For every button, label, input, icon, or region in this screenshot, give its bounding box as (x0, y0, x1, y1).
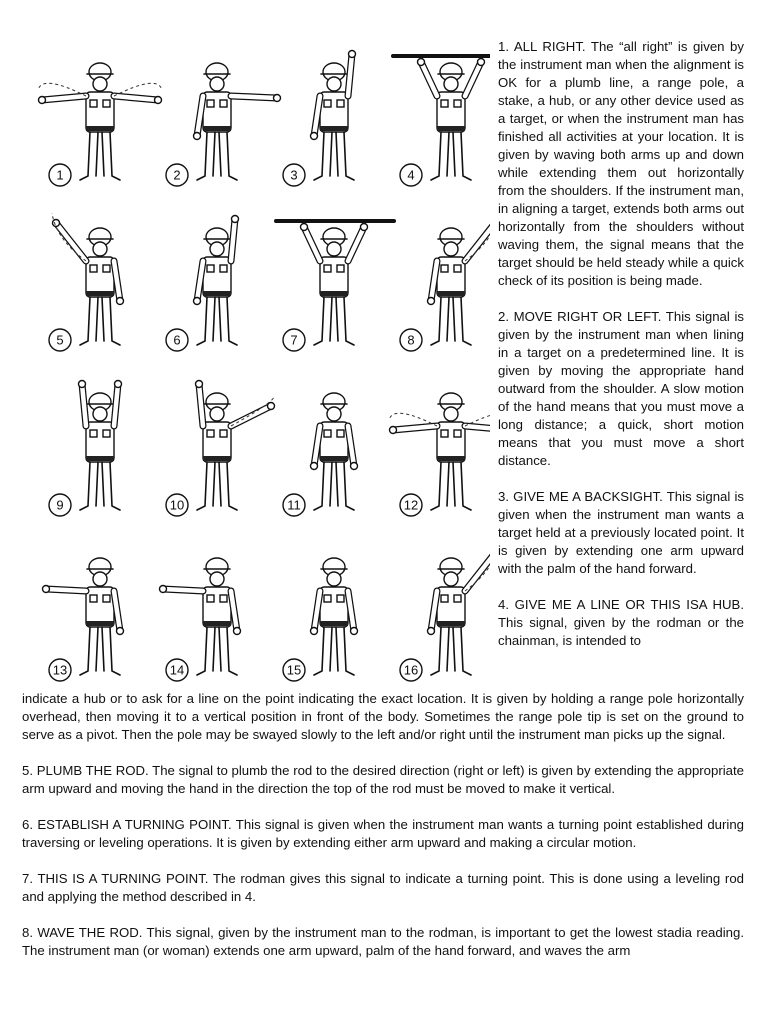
paragraph-move-right-or-left: 2. MOVE RIGHT OR LEFT. This signal is given by the instrument man when lining in a target on a predetermined line. It is given by moving the appropriate hand outward from the shoulder. A slow motion of the hand means that you must move a long distance; a quick, short motion means that you must move a short distance. (498, 309, 744, 468)
signal-figure-11 (283, 393, 358, 516)
paragraph-this-is-a-turning-point: 7. THIS IS A TURNING POINT. The rodman gives this signal to indicate a turning point. This is done using a leveling rod and applying the method described in 4. (22, 871, 744, 904)
panel-number: 6 (173, 332, 181, 348)
signal-figure-1 (38, 63, 162, 186)
signal-figure-15 (283, 558, 358, 681)
panel-number: 8 (407, 332, 415, 348)
panel-number: 5 (56, 332, 64, 348)
panel-number: 14 (169, 662, 185, 678)
paragraph-give-me-a-line-continued: indicate a hub or to ask for a line on the point indicating the exact location. It is given by holding a range pole horizontally overhead, then moving it to a vertical position in front of the body. Sometimes the range pole tip is set on the ground to serve as a pivot. Then the pole may be swayed slowly to the left and/or right until the instrument man picks up the signal. (22, 691, 744, 742)
signal-figure-9 (49, 381, 122, 517)
paragraph-wave-the-rod: 8. WAVE THE ROD. This signal, given by the instrument man to the rodman, is important to get the lowest stadia reading. The instrument man (or woman) extends one arm upward, palm of the hand forward, and waves the arm (22, 925, 744, 958)
panel-number: 9 (56, 497, 64, 513)
signal-figure-14 (160, 558, 241, 681)
paragraph-all-right: 1. ALL RIGHT. The “all right” is given by the instrument man when the alignment is OK for a plumb line, a range pole, a stake, a hub, or any other device used as a target, or when the instrument man has finished all activities at your location. It is given by waving both arms up and down while extending them out horizontally from the shoulders. If the instrument man, in aligning a target, extends both arms out horizontally from the shoulders without waving them, the signal means that the target should be held steady while a quick check of its position is being made. (498, 39, 744, 288)
signal-figure-13 (43, 558, 124, 681)
signal-figure-16 (400, 543, 490, 681)
panel-number: 10 (169, 497, 185, 513)
panel-number: 13 (52, 662, 68, 678)
paragraph-establish-turning-point: 6. ESTABLISH A TURNING POINT. This signal is given when the instrument man wants a turning point established during traversing or leveling operations. It is given by extending either arm upward and making a circular motion. (22, 817, 744, 850)
panel-number: 3 (290, 167, 298, 183)
panel-number: 1 (56, 167, 64, 183)
hand-signals-illustration (20, 30, 490, 690)
panel-number: 11 (287, 497, 301, 513)
panel-number: 15 (286, 662, 302, 678)
signal-figure-7 (276, 221, 394, 351)
panel-number: 16 (403, 662, 419, 678)
signal-figure-10 (166, 381, 275, 517)
paragraph-give-me-a-line: 4. GIVE ME A LINE OR THIS ISA HUB. This signal, given by the rodman or the chainman, is intended to (498, 597, 744, 648)
signal-figure-8 (400, 213, 490, 351)
panel-number: 7 (290, 332, 298, 348)
signal-figure-5 (49, 213, 124, 351)
signal-figure-12 (389, 393, 490, 516)
panel-number: 2 (173, 167, 181, 183)
signal-figure-6 (166, 216, 239, 352)
signal-figure-3 (283, 51, 356, 187)
signal-figure-4 (393, 56, 490, 186)
signal-figure-2 (166, 63, 281, 186)
panel-number: 12 (403, 497, 419, 513)
paragraph-give-me-a-backsight: 3. GIVE ME A BACKSIGHT. This signal is given when the instrument man wants a target held at a previously located point. It is given by extending one arm upward with the palm of the hand forward. (498, 489, 744, 576)
text-column (498, 38, 744, 650)
text-full-width (22, 690, 744, 978)
paragraph-plumb-the-rod: 5. PLUMB THE ROD. The signal to plumb the rod to the desired direction (right or left) is given by extending the appropriate arm upward and moving the hand in the direction the top of the rod must be moved to make it vertical. (22, 763, 744, 796)
panel-number: 4 (407, 167, 415, 183)
